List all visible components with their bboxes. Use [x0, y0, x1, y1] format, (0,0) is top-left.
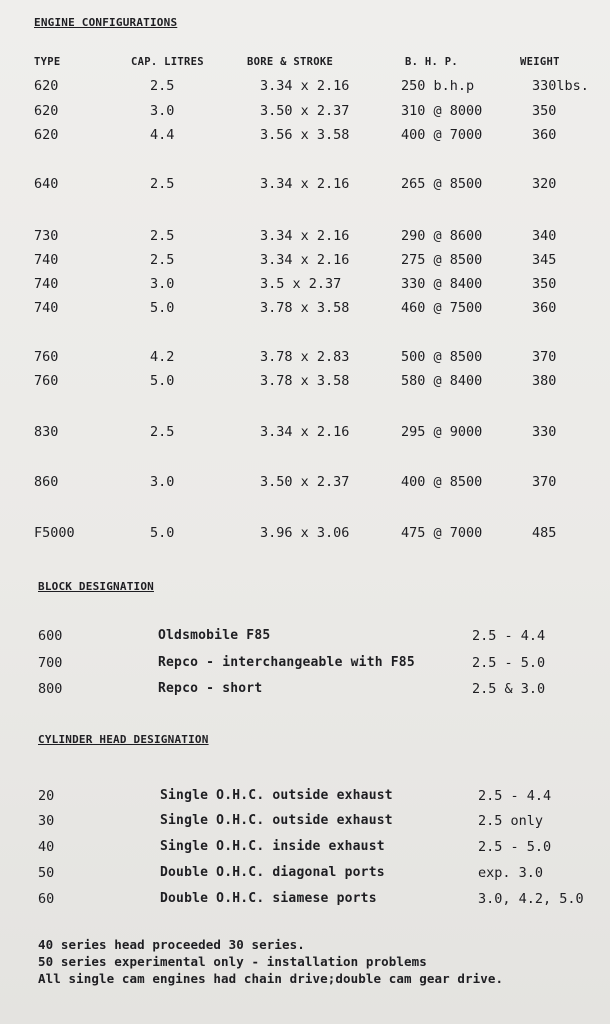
cell-bhp: 460 @ 7500: [401, 300, 483, 316]
cell-bhp: 500 @ 8500: [401, 349, 483, 365]
cell-bhp: 290 @ 8600: [401, 228, 483, 244]
cell-weight: 370: [532, 474, 557, 490]
cell-description: Single O.H.C. outside exhaust: [160, 788, 393, 803]
cell-bore-stroke: 3.78 x 2.83: [260, 349, 350, 365]
cell-capacity: 3.0: [150, 103, 175, 119]
cell-capacity: 2.5: [150, 176, 175, 192]
cell-weight: 485: [532, 525, 557, 541]
cell-weight: 345: [532, 252, 557, 268]
cell-bore-stroke: 3.34 x 2.16: [260, 228, 350, 244]
header-capacity: CAP. LITRES: [131, 56, 204, 68]
cell-type: 740: [34, 300, 59, 316]
cell-bore-stroke: 3.34 x 2.16: [260, 78, 350, 94]
cell-capacity: 2.5: [150, 78, 175, 94]
cell-bhp: 400 @ 8500: [401, 474, 483, 490]
cell-type: F5000: [34, 525, 75, 541]
cell-description: Single O.H.C. outside exhaust: [160, 813, 393, 828]
header-type: TYPE: [34, 56, 61, 68]
cell-capacity: 3.0: [150, 474, 175, 490]
cell-capacity: 4.2: [150, 349, 175, 365]
cell-capacity: 4.4: [150, 127, 175, 143]
cell-code: 40: [38, 839, 55, 855]
cell-bore-stroke: 3.50 x 2.37: [260, 474, 350, 490]
cell-type: 760: [34, 349, 59, 365]
cell-weight: 380: [532, 373, 557, 389]
cell-description: Double O.H.C. diagonal ports: [160, 865, 385, 880]
cell-bhp: 400 @ 7000: [401, 127, 483, 143]
cell-capacity: 5.0: [150, 525, 175, 541]
cell-type: 740: [34, 276, 59, 292]
cell-capacity: 2.5: [150, 424, 175, 440]
cell-code: 600: [38, 628, 63, 644]
cell-bhp: 275 @ 8500: [401, 252, 483, 268]
cell-code: 50: [38, 865, 55, 881]
cell-bhp: 310 @ 8000: [401, 103, 483, 119]
cell-weight: 350: [532, 103, 557, 119]
cell-bhp: 265 @ 8500: [401, 176, 483, 192]
cell-code: 20: [38, 788, 55, 804]
note-line-1: 40 series head proceeded 30 series.: [38, 937, 305, 952]
cell-capacity-range: 3.0, 4.2, 5.0: [478, 891, 584, 907]
cell-bore-stroke: 3.50 x 2.37: [260, 103, 350, 119]
cell-bore-stroke: 3.56 x 3.58: [260, 127, 350, 143]
cell-bhp: 580 @ 8400: [401, 373, 483, 389]
cell-description: Oldsmobile F85: [158, 628, 271, 643]
header-weight: WEIGHT: [520, 56, 560, 68]
cell-capacity-range: 2.5 - 5.0: [472, 655, 546, 671]
cell-type: 620: [34, 78, 59, 94]
cell-weight: 330lbs.: [532, 78, 589, 94]
cell-bore-stroke: 3.5 x 2.37: [260, 276, 342, 292]
cell-bhp: 475 @ 7000: [401, 525, 483, 541]
cell-capacity-range: 2.5 only: [478, 813, 544, 829]
cell-capacity: 5.0: [150, 373, 175, 389]
note-line-2: 50 series experimental only - installation problems: [38, 954, 427, 969]
cell-bore-stroke: 3.96 x 3.06: [260, 525, 350, 541]
cell-description: Repco - short: [158, 681, 263, 696]
cell-type: 730: [34, 228, 59, 244]
note-line-3: All single cam engines had chain drive;double cam gear drive.: [38, 971, 504, 986]
cell-capacity: 3.0: [150, 276, 175, 292]
cell-description: Double O.H.C. siamese ports: [160, 891, 377, 906]
cell-code: 700: [38, 655, 63, 671]
cell-capacity-range: 2.5 - 4.4: [478, 788, 552, 804]
cylinder-head-title: CYLINDER HEAD DESIGNATION: [38, 733, 209, 746]
cell-description: Repco - interchangeable with F85: [158, 655, 415, 670]
cell-bhp: 330 @ 8400: [401, 276, 483, 292]
header-bore-stroke: BORE & STROKE: [247, 56, 334, 68]
cell-type: 740: [34, 252, 59, 268]
cell-weight: 350: [532, 276, 557, 292]
cell-weight: 370: [532, 349, 557, 365]
cell-capacity-range: 2.5 - 5.0: [478, 839, 552, 855]
cell-type: 640: [34, 176, 59, 192]
cell-weight: 360: [532, 300, 557, 316]
cell-type: 830: [34, 424, 59, 440]
block-designation-title: BLOCK DESIGNATION: [38, 580, 154, 593]
cell-type: 620: [34, 127, 59, 143]
cell-weight: 360: [532, 127, 557, 143]
cell-type: 620: [34, 103, 59, 119]
cell-description: Single O.H.C. inside exhaust: [160, 839, 385, 854]
cell-capacity-range: 2.5 - 4.4: [472, 628, 546, 644]
cell-bhp: 295 @ 9000: [401, 424, 483, 440]
cell-bore-stroke: 3.34 x 2.16: [260, 176, 350, 192]
cell-capacity: 2.5: [150, 228, 175, 244]
cell-type: 760: [34, 373, 59, 389]
cell-capacity: 2.5: [150, 252, 175, 268]
cell-bore-stroke: 3.78 x 3.58: [260, 300, 350, 316]
cell-code: 30: [38, 813, 55, 829]
header-bhp: B. H. P.: [405, 56, 458, 68]
cell-bhp: 250 b.h.p: [401, 78, 475, 94]
engine-config-title: ENGINE CONFIGURATIONS: [34, 16, 178, 29]
cell-code: 800: [38, 681, 63, 697]
cell-capacity: 5.0: [150, 300, 175, 316]
cell-code: 60: [38, 891, 55, 907]
cell-bore-stroke: 3.34 x 2.16: [260, 424, 350, 440]
cell-capacity-range: exp. 3.0: [478, 865, 544, 881]
cell-type: 860: [34, 474, 59, 490]
cell-weight: 320: [532, 176, 557, 192]
cell-capacity-range: 2.5 & 3.0: [472, 681, 546, 697]
cell-weight: 330: [532, 424, 557, 440]
cell-bore-stroke: 3.78 x 3.58: [260, 373, 350, 389]
cell-bore-stroke: 3.34 x 2.16: [260, 252, 350, 268]
cell-weight: 340: [532, 228, 557, 244]
